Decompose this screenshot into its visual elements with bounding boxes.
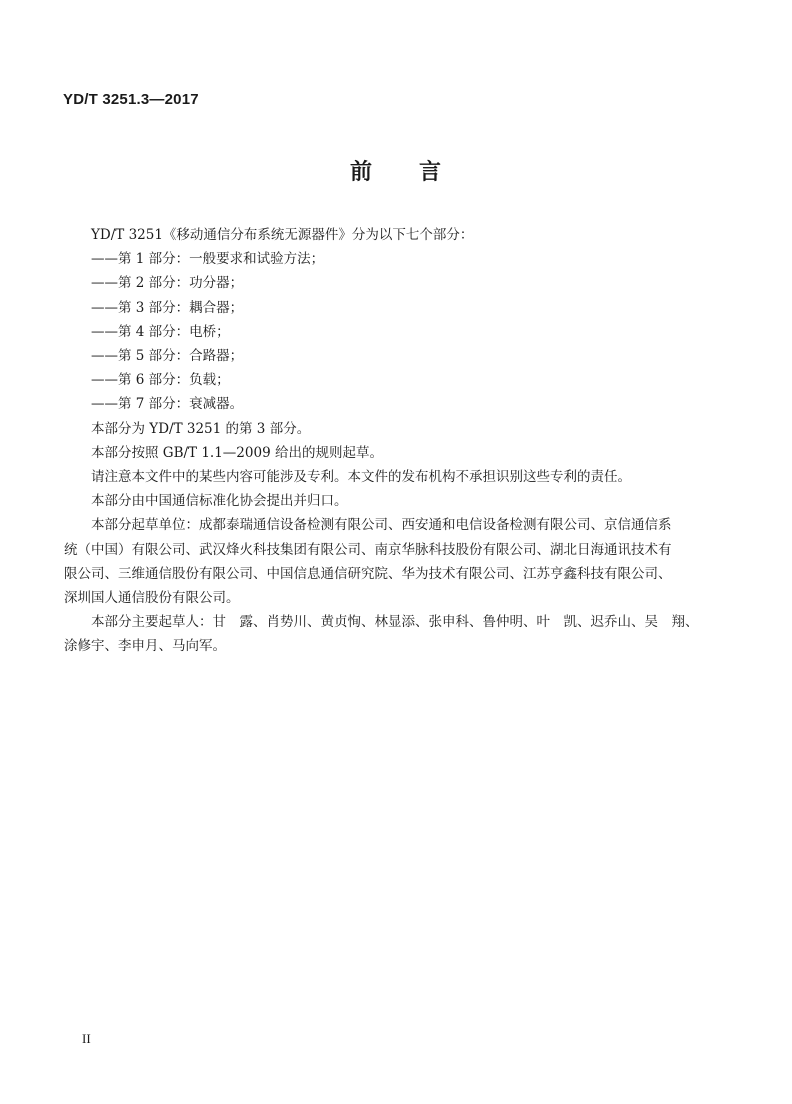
drafters-line: 本部分主要起草人：甘 露、肖势川、黄贞恂、林显添、张申科、鲁仲明、叶 凯、迟乔山、吴 翔、 [91, 614, 699, 631]
drafting-units-paragraph [64, 513, 714, 610]
document-code: YD/T 3251.3—2017 [63, 91, 199, 108]
statement-paragraph: 本部分按照 GB/T 1.1—2009 给出的规则起草。 [91, 444, 383, 461]
page-number: II [82, 1031, 91, 1046]
page-title [0, 155, 792, 186]
drafters-line: 涂修宇、李申月、马向军。 [64, 638, 226, 655]
part-list-item: ——第 7 部分：衰减器。 [91, 396, 244, 413]
part-list-item: ——第 1 部分：一般要求和试验方法； [91, 251, 325, 268]
statement-paragraph: 本部分由中国通信标准化协会提出并归口。 [91, 493, 348, 510]
title-char-2: 言 [419, 160, 443, 185]
part-list-item: ——第 2 部分：功分器； [91, 275, 244, 292]
drafting-units-line: 统（中国）有限公司、武汉烽火科技集团有限公司、南京华脉科技股份有限公司、湖北日海通讯技术有 [64, 541, 672, 558]
part-list-item: ——第 5 部分：合路器； [91, 348, 244, 365]
document-body [64, 223, 714, 659]
drafting-units-line: 限公司、三维通信股份有限公司、中国信息通信研究院、华为技术有限公司、江苏亨鑫科技有限公司、 [64, 565, 672, 582]
intro-paragraph: YD/T 3251《移动通信分布系统无源器件》分为以下七个部分： [91, 227, 474, 243]
statement-paragraph: 本部分为 YD/T 3251 的第 3 部分。 [91, 420, 311, 437]
drafting-units-line: 深圳国人通信股份有限公司。 [64, 590, 240, 607]
part-list-item: ——第 6 部分：负载； [91, 372, 230, 389]
statement-paragraph: 请注意本文件中的某些内容可能涉及专利。本文件的发布机构不承担识别这些专利的责任。 [91, 469, 631, 486]
drafting-units-line: 本部分起草单位：成都泰瑞通信设备检测有限公司、西安通和电信设备检测有限公司、京信通信系 [91, 517, 672, 534]
part-list-item: ——第 4 部分：电桥； [91, 323, 230, 340]
title-char-1: 前 [349, 160, 373, 185]
part-list-item: ——第 3 部分：耦合器； [91, 299, 244, 316]
drafters-paragraph [64, 610, 714, 658]
